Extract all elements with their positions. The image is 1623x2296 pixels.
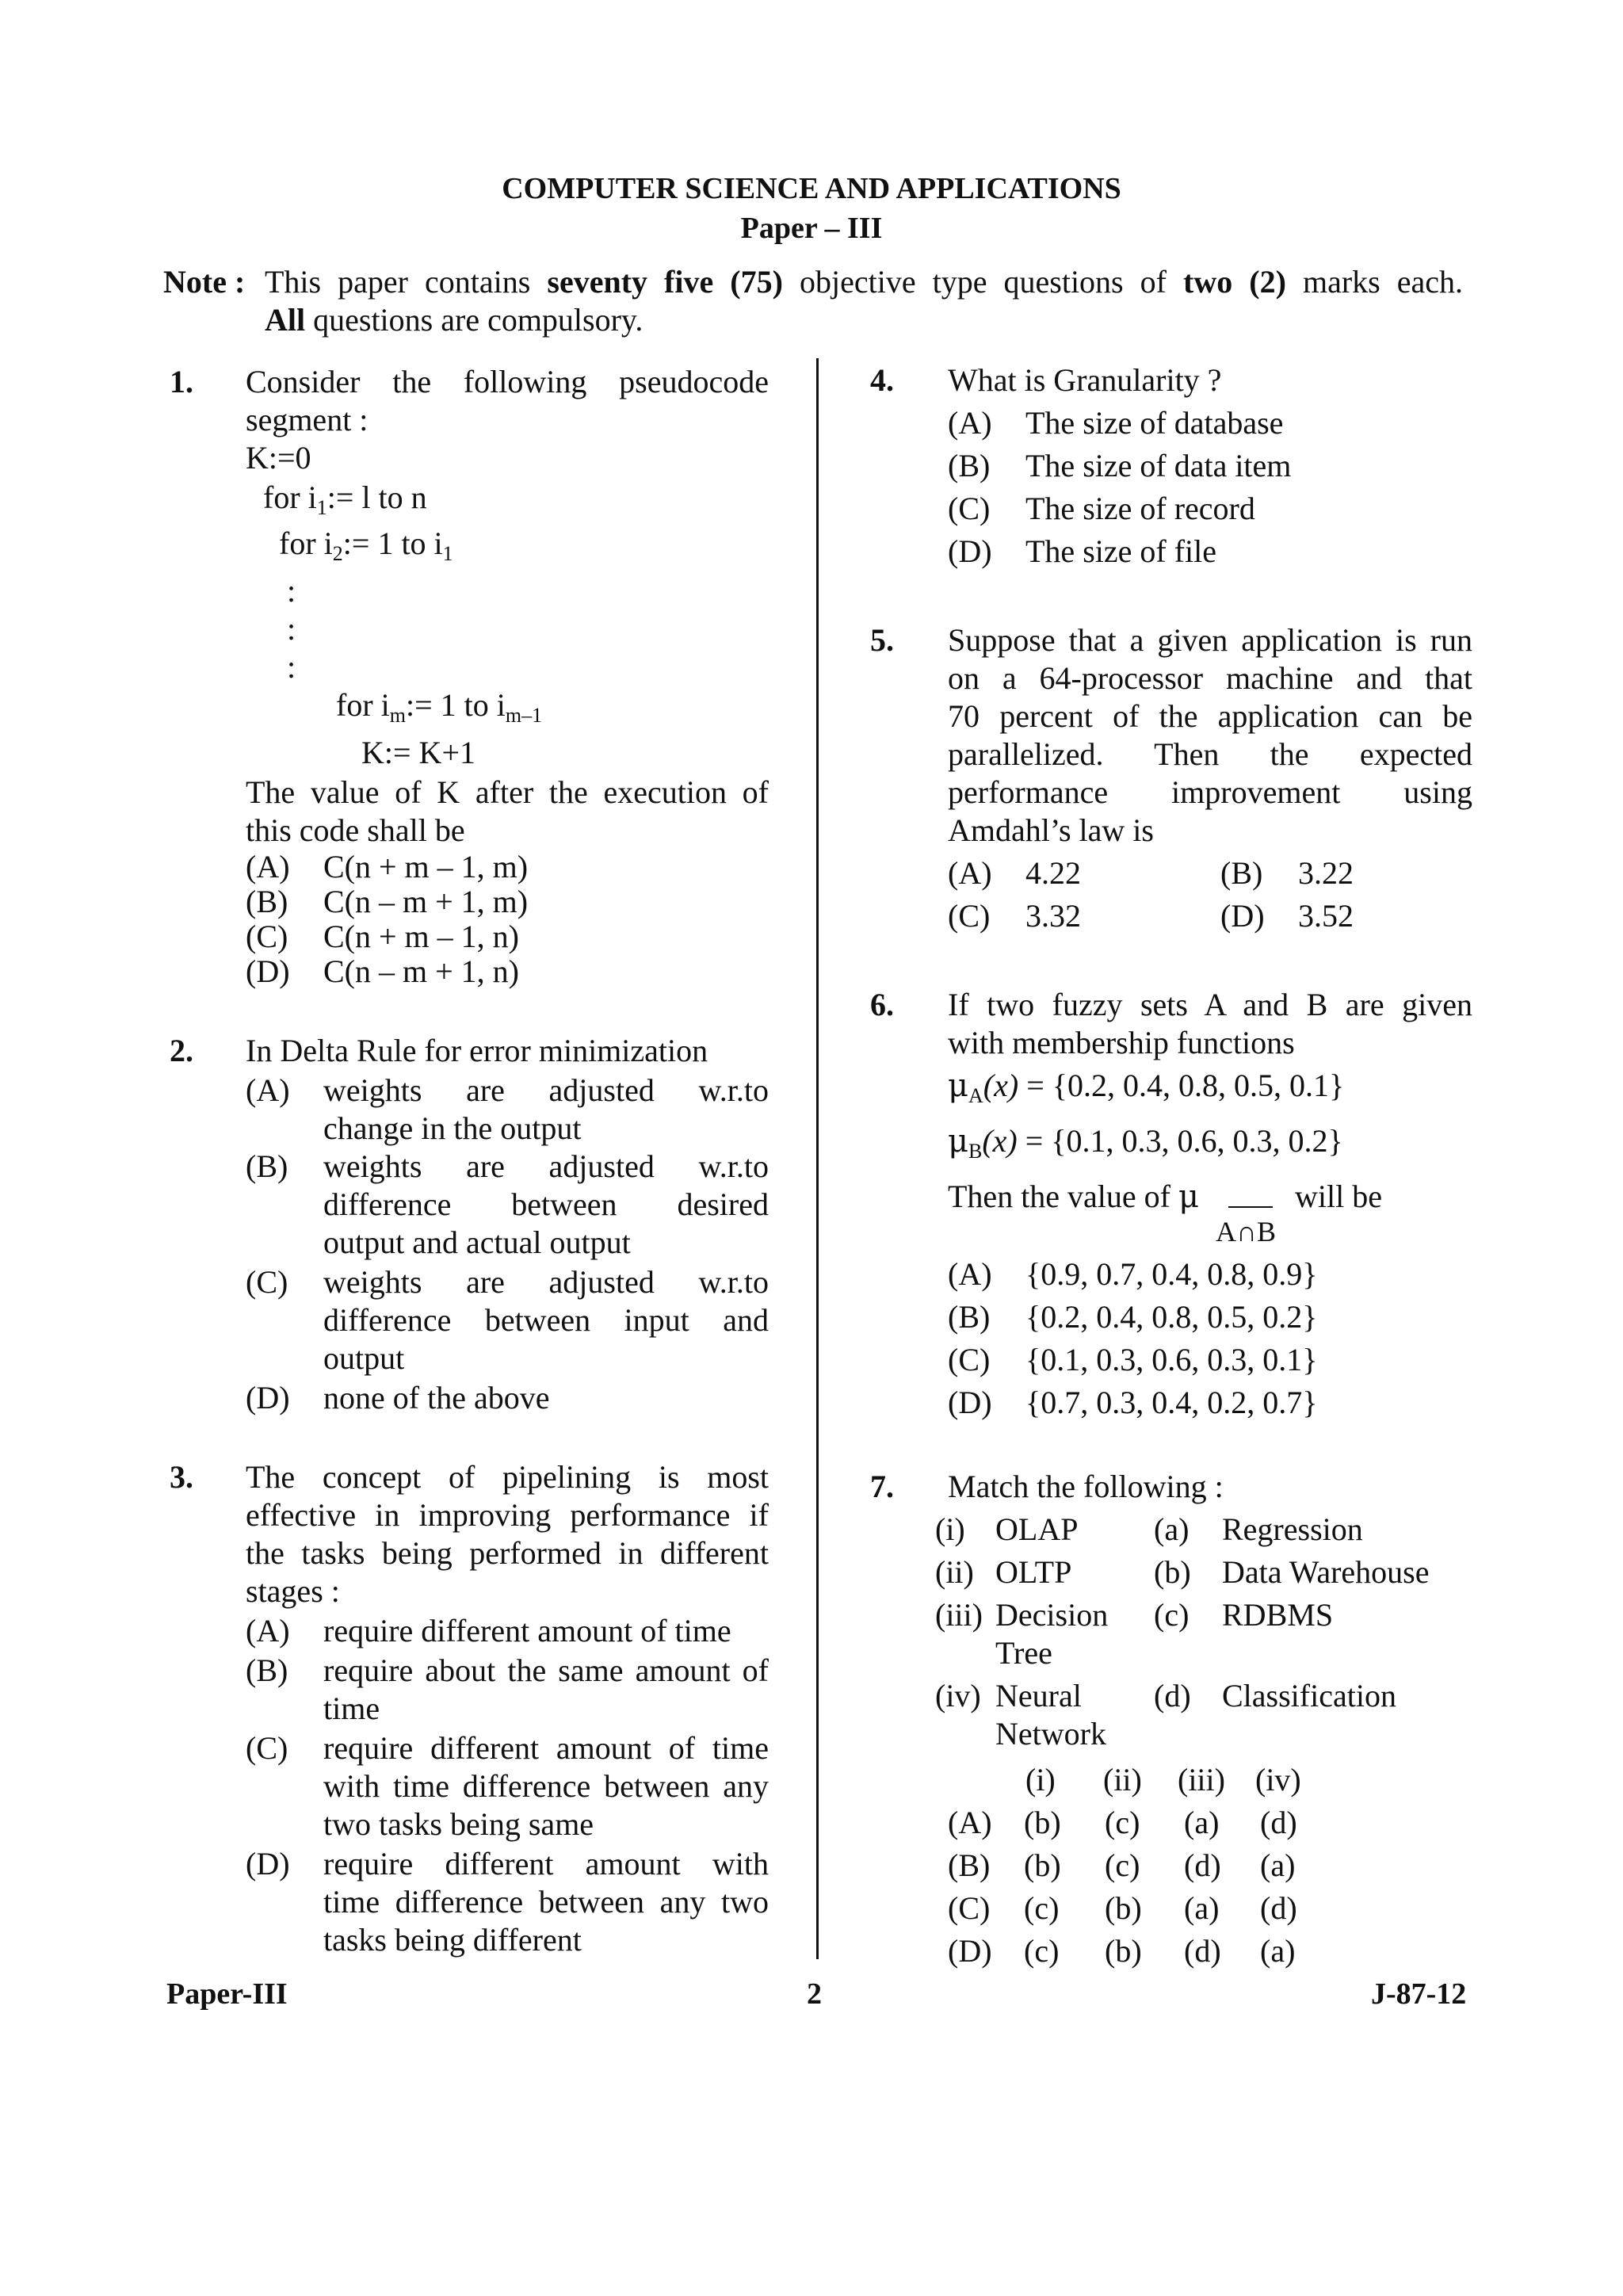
option-text: {0.7, 0.3, 0.4, 0.2, 0.7} <box>1025 1385 1318 1420</box>
match-left-item: Tree <box>995 1635 1052 1671</box>
question-text: Then the value of μ <box>948 1179 1199 1215</box>
question-text: Match the following : <box>948 1469 1224 1504</box>
ellipsis-dot: : <box>287 573 296 609</box>
option-text: weights are adjusted w.r.to <box>323 1072 769 1108</box>
code-value: (d) <box>1260 1890 1297 1926</box>
match-left-label: (ii) <box>935 1554 974 1590</box>
code-value: (a) <box>1184 1890 1220 1926</box>
option-text: difference between input and <box>323 1302 769 1338</box>
option-text: with time difference between any <box>323 1768 769 1804</box>
option-text: require about the same amount of <box>323 1652 769 1688</box>
code-value: (a) <box>1260 1933 1296 1969</box>
option-text: The size of data item <box>1025 448 1292 483</box>
option-text: The size of record <box>1025 491 1255 526</box>
footer-code: J-87-12 <box>1371 1977 1467 2011</box>
ellipsis-dot: : <box>287 649 296 685</box>
code-value: (c) <box>1105 1847 1140 1883</box>
code-line: K:=0 <box>246 440 311 476</box>
question-text: will be <box>1295 1179 1382 1214</box>
option-label: (A) <box>246 849 290 884</box>
question-text: with membership functions <box>948 1025 1295 1060</box>
option-text: C(n + m – 1, m) <box>323 849 529 884</box>
match-left-label: (iv) <box>935 1678 981 1713</box>
code-line: for $i_1:= l$ to n <box>263 479 427 519</box>
match-left-item: Network <box>995 1716 1106 1752</box>
option-text: output <box>323 1340 405 1376</box>
page-subtitle: Paper – III <box>740 212 883 245</box>
note-label: Note : <box>163 264 246 300</box>
option-text: difference between desired <box>323 1186 769 1222</box>
membership-function-a: $\mu_A(x) = \{0.2$, 0.4, 0.8, 0.5, 0.1} <box>948 1068 1345 1107</box>
subscript-bar <box>1228 1206 1273 1208</box>
code-header: (iii) <box>1178 1762 1225 1797</box>
option-text: C(n – m + 1, m) <box>323 884 529 919</box>
option-label: (C) <box>948 491 991 526</box>
option-text: {0.2, 0.4, 0.8, 0.5, 0.2} <box>1025 1299 1318 1335</box>
option-text: tasks being different <box>323 1922 582 1958</box>
match-left-item: Neural <box>995 1678 1082 1713</box>
footer-paper-label: Paper-III <box>166 1977 288 2011</box>
question-number: 3. <box>170 1459 193 1495</box>
note-line-2 <box>265 301 643 339</box>
option-label: (B) <box>948 1847 991 1883</box>
code-value: (d) <box>1184 1847 1221 1883</box>
option-label: (A) <box>948 855 992 891</box>
question-text: stages : <box>246 1573 340 1609</box>
code-value: (d) <box>1260 1805 1297 1840</box>
option-text: C(n + m – 1, n) <box>323 919 519 954</box>
code-line: for $i_m:= 1$ to $i_{m-1}$ <box>336 687 543 727</box>
intersection-subscript: A∩B <box>1216 1216 1277 1247</box>
match-left-item: Decision <box>995 1597 1109 1633</box>
option-text: weights are adjusted w.r.to <box>323 1264 769 1300</box>
note-text: marks each. <box>1302 264 1464 300</box>
match-right-label: (c) <box>1154 1597 1190 1633</box>
code-value: (b) <box>1105 1933 1142 1969</box>
question-text: the tasks being performed in different <box>246 1535 769 1571</box>
code-value: (c) <box>1105 1805 1140 1840</box>
question-text: What is Granularity ? <box>948 362 1222 398</box>
question-number: 6. <box>870 987 894 1022</box>
option-text: 3.22 <box>1298 855 1354 891</box>
code-value: (a) <box>1260 1847 1296 1883</box>
option-label: (A) <box>948 1256 992 1292</box>
match-right-item: Data Warehouse <box>1222 1554 1430 1590</box>
question-text: Consider the following pseudocode <box>246 364 769 399</box>
option-text: time <box>323 1690 380 1726</box>
code-line: K:= K+1 <box>361 735 476 770</box>
option-label: (C) <box>246 1730 288 1766</box>
option-text: The size of database <box>1025 405 1284 441</box>
code-header: (i) <box>1025 1762 1056 1797</box>
option-label: (D) <box>948 533 992 569</box>
note-bold: All <box>265 302 306 338</box>
question-text: If two fuzzy sets A and B are given <box>948 987 1472 1022</box>
option-text: require different amount of time <box>323 1730 769 1766</box>
option-label: (A) <box>948 405 992 441</box>
option-label: (D) <box>1220 898 1265 934</box>
match-left-item: OLTP <box>995 1554 1072 1590</box>
option-text: 3.52 <box>1298 898 1354 934</box>
match-right-label: (d) <box>1154 1678 1191 1713</box>
option-label: (A) <box>948 1805 992 1840</box>
option-label: (C) <box>948 1890 991 1926</box>
option-text: require different amount of time <box>323 1613 731 1648</box>
code-header: (iv) <box>1255 1762 1301 1797</box>
question-text: The value of K after the execution of <box>246 774 769 810</box>
question-number: 4. <box>870 362 894 398</box>
code-value: (b) <box>1024 1805 1061 1840</box>
question-text: The concept of pipelining is most <box>246 1459 769 1495</box>
question-text: Suppose that a given application is run <box>948 622 1472 658</box>
question-text: 70 percent of the application can be <box>948 698 1472 734</box>
match-right-item: Classification <box>1222 1678 1396 1713</box>
code-line: for $i_2:= 1$ to $i_1$ <box>279 525 453 565</box>
option-label: (B) <box>948 448 991 483</box>
match-right-label: (a) <box>1154 1511 1190 1547</box>
code-value: (d) <box>1184 1933 1221 1969</box>
option-text: 3.32 <box>1025 898 1081 934</box>
question-text: parallelized. Then the expected <box>948 736 1472 772</box>
option-label: (B) <box>246 884 288 919</box>
question-text: effective in improving performance if <box>246 1497 769 1533</box>
match-right-item: Regression <box>1222 1511 1363 1547</box>
option-label: (B) <box>1220 855 1263 891</box>
option-label: (B) <box>246 1652 288 1688</box>
ellipsis-dot: : <box>287 611 296 647</box>
match-right-label: (b) <box>1154 1554 1191 1590</box>
page-title: COMPUTER SCIENCE AND APPLICATIONS <box>502 172 1121 205</box>
question-number: 7. <box>870 1469 894 1504</box>
option-label: (A) <box>246 1072 290 1108</box>
note-bold: seventy five (75) <box>547 264 783 300</box>
option-label: (C) <box>948 898 991 934</box>
option-label: (D) <box>948 1385 992 1420</box>
option-text: 4.22 <box>1025 855 1081 891</box>
membership-function-b: $\mu_B(x) = \{0.1$, 0.3, 0.6, 0.3, 0.2} <box>948 1123 1343 1163</box>
code-value: (b) <box>1024 1847 1061 1883</box>
question-text: Amdahl’s law is <box>948 812 1154 848</box>
code-header: (ii) <box>1103 1762 1142 1797</box>
option-label: (B) <box>948 1299 991 1335</box>
note-text: This paper contains <box>265 264 531 300</box>
page-number: 2 <box>807 1977 822 2011</box>
option-label: (C) <box>246 1264 288 1300</box>
code-value: (c) <box>1024 1933 1060 1969</box>
match-left-label: (iii) <box>935 1597 983 1633</box>
question-text: performance improvement using <box>948 774 1472 810</box>
option-text: {0.1, 0.3, 0.6, 0.3, 0.1} <box>1025 1342 1318 1377</box>
code-value: (c) <box>1024 1890 1060 1926</box>
option-label: (C) <box>246 919 288 954</box>
option-label: (D) <box>246 953 290 989</box>
option-text: two tasks being same <box>323 1806 594 1842</box>
question-text: In Delta Rule for error minimization <box>246 1033 708 1068</box>
option-label: (D) <box>246 1846 290 1881</box>
question-text: on a 64-processor machine and that <box>948 660 1472 696</box>
question-text: segment : <box>246 402 369 437</box>
option-label: (D) <box>246 1380 290 1415</box>
question-number: 5. <box>870 622 894 658</box>
option-label: (D) <box>948 1933 992 1969</box>
option-text: time difference between any two <box>323 1884 769 1920</box>
option-text: {0.9, 0.7, 0.4, 0.8, 0.9} <box>1025 1256 1318 1292</box>
match-left-label: (i) <box>935 1511 965 1547</box>
option-text: none of the above <box>323 1380 550 1415</box>
option-text: weights are adjusted w.r.to <box>323 1148 769 1184</box>
option-text: The size of file <box>1025 533 1216 569</box>
note-text: objective type questions of <box>799 264 1167 300</box>
option-text: change in the output <box>323 1110 582 1146</box>
column-divider <box>816 358 819 1959</box>
note-text: questions are compulsory. <box>313 302 643 338</box>
note-bold: two (2) <box>1183 264 1286 300</box>
match-right-item: RDBMS <box>1222 1597 1334 1633</box>
option-label: (B) <box>246 1148 288 1184</box>
option-text: C(n – m + 1, n) <box>323 953 519 989</box>
question-text: this code shall be <box>246 812 465 848</box>
code-value: (b) <box>1105 1890 1142 1926</box>
question-number: 1. <box>170 364 193 399</box>
option-text: require different amount with <box>323 1846 769 1881</box>
code-value: (a) <box>1184 1805 1220 1840</box>
match-left-item: OLAP <box>995 1511 1079 1547</box>
question-number: 2. <box>170 1033 193 1068</box>
option-text: output and actual output <box>323 1224 631 1260</box>
note-line-1 <box>265 263 1463 301</box>
option-label: (C) <box>948 1342 991 1377</box>
option-label: (A) <box>246 1613 290 1648</box>
